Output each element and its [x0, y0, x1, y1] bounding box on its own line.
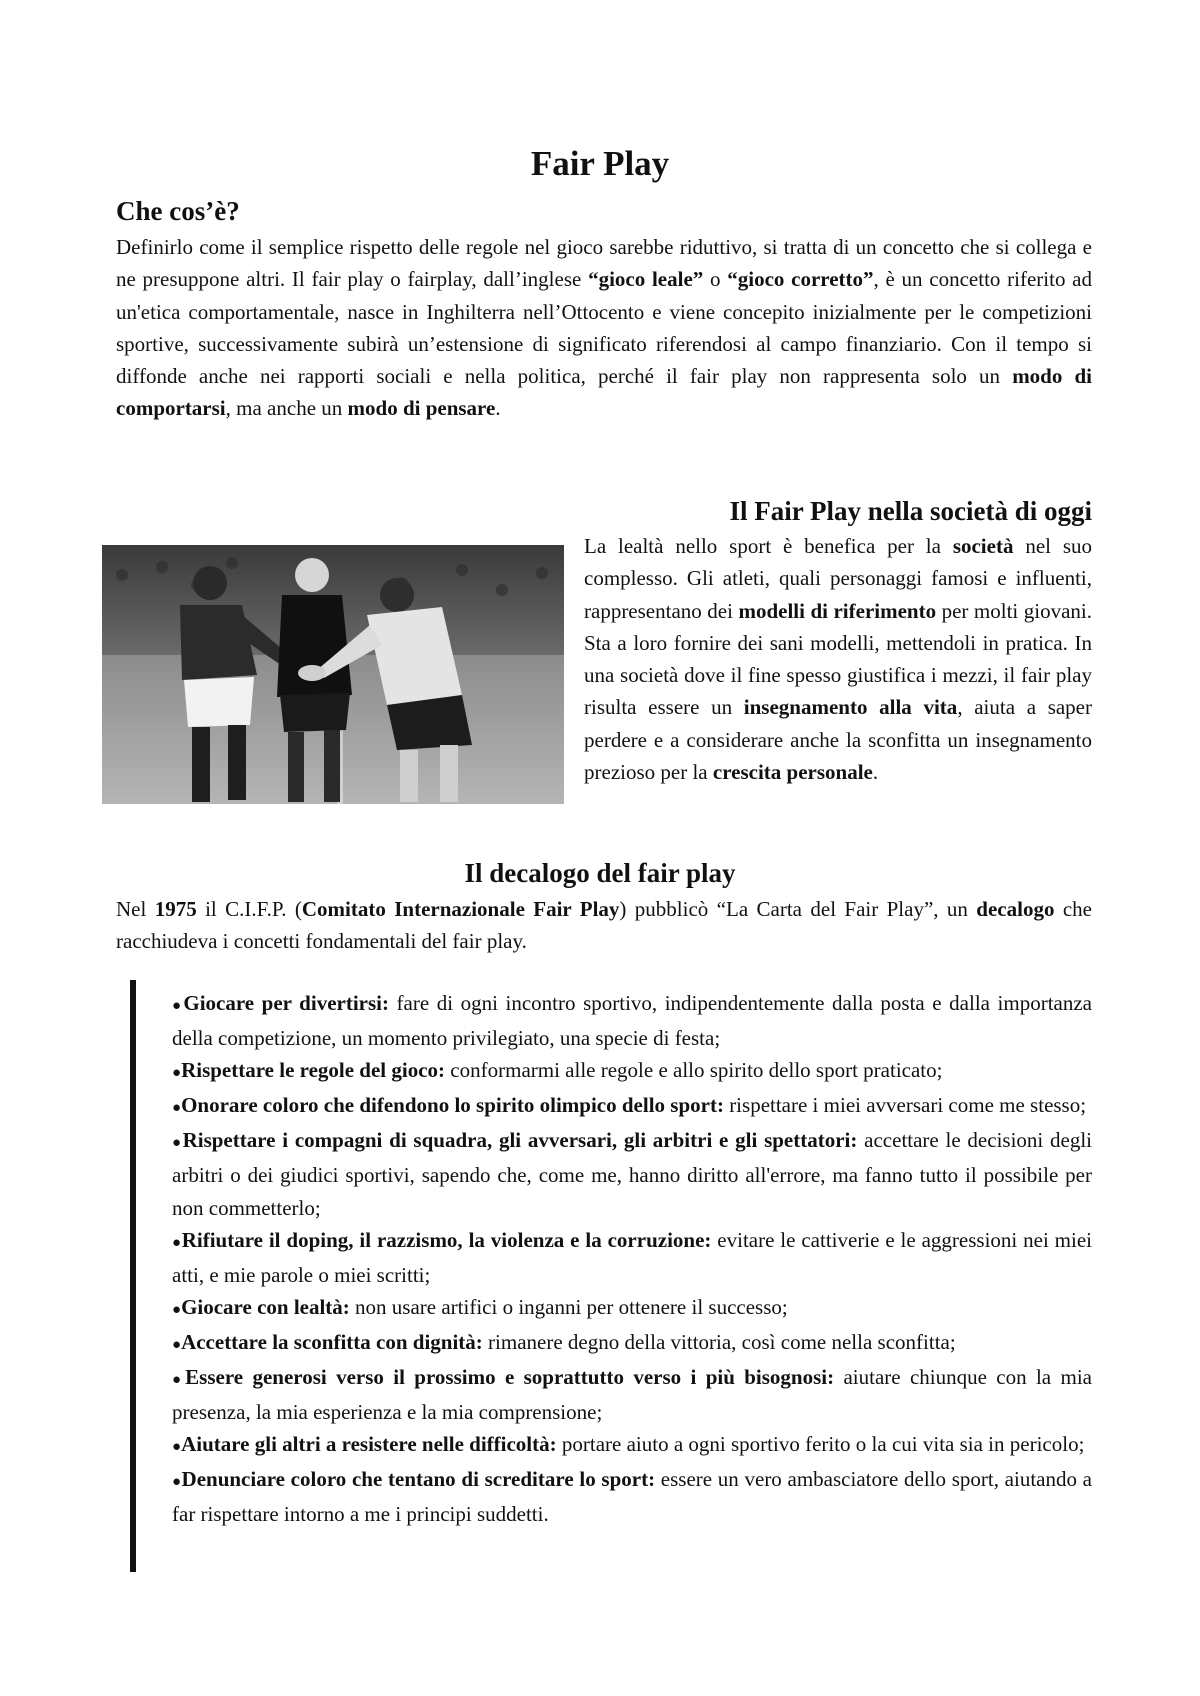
decalogue-box [130, 980, 1100, 1572]
list-item: ●Rispettare le regole del gioco: conformarmi alle regole e allo spirito dello sport praticato; [172, 1058, 943, 1083]
society-paragraph: La lealtà nello sport è benefica per la società nel suo complesso. Gli atleti, quali personaggi famosi e influenti, rappresentano dei modelli di riferimento per molti giovani. Sta a loro fornire dei sani modelli, mettendoli in pratica. In una società dove il fine spesso giustifica i mezzi, il fair play risulta essere un insegnamento alla vita, aiuta a saper perdere e a considerare anche la sconfitta un insegnamento prezioso per la crescita personale. [584, 534, 1092, 785]
decalogue-list [172, 987, 1092, 1531]
list-item: ●Rifiutare il doping, il razzismo, la violenza e la corruzione: evitare le cattiverie e le aggressioni nei miei atti, e mie parole o miei scritti; [172, 1227, 1093, 1287]
bullet-icon: ● [172, 1301, 182, 1318]
bullet-icon: ● [172, 1065, 182, 1082]
bullet-icon: ● [172, 1372, 186, 1389]
bullet-icon: ● [172, 1439, 182, 1456]
bullet-icon: ● [172, 1474, 182, 1491]
list-item: ●Accettare la sconfitta con dignità: rimanere degno della vittoria, così come nella sconfitta; [172, 1329, 956, 1354]
bullet-icon: ● [172, 1135, 183, 1152]
list-item: ●Denunciare coloro che tentano di screditare lo sport: essere un vero ambasciatore dello sport, aiutando a far rispettare intorno a me i principi suddetti. [172, 1467, 1093, 1527]
list-item: ●Giocare per divertirsi: fare di ogni incontro sportivo, indipendentemente dalla posta e dalla importanza della competizione, un momento privilegiato, una specie di festa; [172, 991, 1093, 1051]
bullet-icon: ● [172, 1100, 182, 1117]
bullet-icon: ● [172, 1336, 182, 1353]
intro-paragraph: Definirlo come il semplice rispetto delle regole nel gioco sarebbe riduttivo, si tratta di un concetto che si collega e ne presuppone altri. Il fair play o fairplay, dall’inglese “gioco leale” o “gioco corretto”, è un concetto riferito ad un'etica comportamentale, nasce in Inghilterra nell’Ottocento e viene concepito inizialmente per le competizioni sportive, successivamente subirà un’estensione di significato riferendosi al campo finanziario. Con il tempo si diffonde anche nei rapporti sociali e nella politica, perché il fair play non rappresenta solo un modo di comportarsi, ma anche un modo di pensare. [116, 235, 1093, 421]
list-item: ●Giocare con lealtà: non usare artifici o inganni per ottenere il successo; [172, 1294, 788, 1319]
list-item: ●Onorare coloro che difendono lo spirito olimpico dello sport: rispettare i miei avversari come me stesso; [172, 1093, 1087, 1118]
list-item: ●Aiutare gli altri a resistere nelle difficoltà: portare aiuto a ogni sportivo ferito o la cui vita sia in pericolo; [172, 1432, 1085, 1457]
left-border-bar [130, 980, 136, 1572]
football-handshake-photo [102, 545, 564, 804]
decalogue-intro-paragraph: Nel 1975 il C.I.F.P. (Comitato Internazionale Fair Play) pubblicò “La Carta del Fair Play”, un decalogo che racchiudeva i concetti fondamentali del fair play. [116, 897, 1092, 954]
section-heading-decalogue: Il decalogo del fair play [464, 858, 736, 888]
list-item: ●Essere generosi verso il prossimo e soprattutto verso i più bisognosi: aiutare chiunque con la mia presenza, la mia esperienza e la mia comprensione; [172, 1365, 1092, 1425]
page-title: Fair Play [530, 144, 670, 183]
bullet-icon: ● [172, 1234, 182, 1251]
section-heading-society: Il Fair Play nella società di oggi [729, 496, 1092, 526]
section-heading-what: Che cos’è? [116, 196, 240, 226]
bullet-icon: ● [172, 998, 184, 1014]
list-item: ●Rispettare i compagni di squadra, gli avversari, gli arbitri e gli spettatori: accettare le decisioni degli arbitri o dei giudici sportivi, sapendo che, come me, hanno diritto all'errore, ma fanno tutto il possibile per non commetterlo; [172, 1128, 1092, 1220]
